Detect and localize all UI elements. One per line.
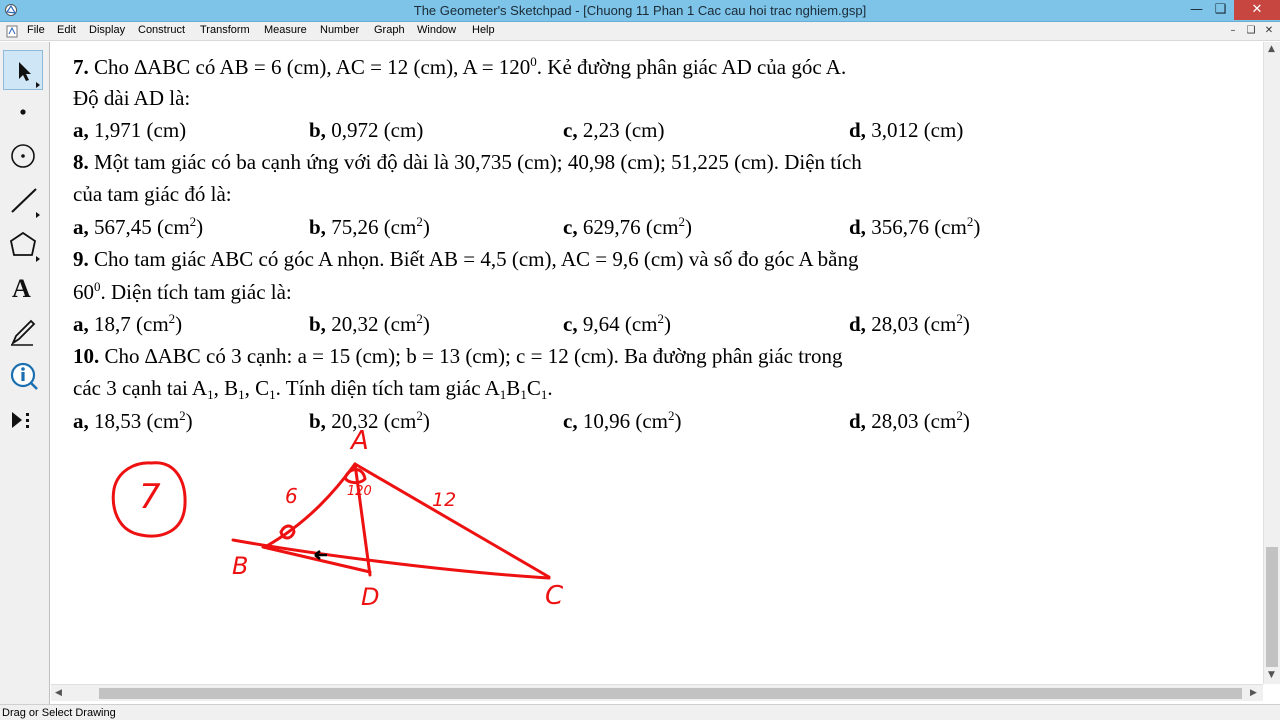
sketch-canvas[interactable] [51,42,1263,684]
q8-line2: của tam giác đó là: [73,182,232,206]
menu-graph[interactable]: Graph [374,24,405,36]
window-title: The Geometer's Sketchpad - [Chuong 11 Phan 1 Cac cau hoi trac nghiem.gsp] [413,3,867,18]
polygon-tool[interactable] [3,225,43,265]
q9-answer-b: b, 20,32 $(cm^2)$ [309,311,430,336]
menu-edit[interactable]: Edit [57,24,76,36]
menu-display[interactable]: Display [89,24,126,36]
text-tool-icon: A [12,274,31,303]
label-a: A [351,426,369,456]
scroll-right-icon[interactable]: ▶ [1250,688,1257,698]
q7-answer-d: d, 3,012 (cm) [849,118,964,142]
q9-answer-c: c, 9,64 $(cm^2)$ [563,311,671,336]
scroll-down-icon[interactable]: ▼ [1268,670,1275,680]
triangle-side-ac [355,464,549,577]
information-icon [3,356,43,396]
point-tool[interactable] [3,94,43,134]
title-bar [0,0,1280,22]
menu-file[interactable]: File [27,24,45,36]
text-tool[interactable] [3,268,43,308]
marker-icon [3,312,43,352]
toolbox [0,42,50,704]
scroll-up-icon[interactable]: ▲ [1268,44,1275,54]
q8-line1: 8. Một tam giác có ba cạnh ứng với độ dài là 30,735 (cm); 40,98 (cm); 51,225 (cm). Diện tích [73,150,862,174]
doc-minimize-button[interactable]: – [1230,25,1236,36]
q9-line1: 9. Cho tam giác ABC có góc A nhọn. Biết AB = 4,5 (cm), AC = 9,6 (cm) và số đo góc A bằng [73,247,859,271]
label-ac-length: 12 [432,489,457,511]
minimize-button[interactable]: — [1190,2,1203,17]
q10-answer-c: c, 10,96 $(cm^2)$ [563,408,682,433]
q8-answer-b: b, 75,26 $(cm^2)$ [309,214,430,239]
q7-answer-c: c, 2,23 (cm) [563,118,665,142]
horizontal-scrollbar[interactable] [51,684,1263,701]
q7-answer-b: b, 0,972 (cm) [309,118,424,142]
menu-window[interactable]: Window [417,24,457,36]
scroll-left-icon[interactable]: ◀ [55,688,62,698]
mouse-cursor [315,551,327,559]
q10-answer-a: a, 18,53 $(cm^2)$ [73,408,193,433]
angle-mark-b [281,526,294,538]
close-button[interactable]: ✕ [1234,0,1280,20]
custom-tools-icon [3,400,43,440]
straightedge-icon [3,181,43,221]
q10-answer-b: b, 20,32 $(cm^2)$ [309,408,430,433]
q9-answer-a: a, 18,7 $(cm^2)$ [73,311,183,336]
menu-measure[interactable]: Measure [264,24,307,36]
doc-close-button[interactable]: ✕ [1264,25,1274,36]
vertical-scrollbar[interactable] [1263,42,1280,684]
document-icon[interactable] [6,25,18,38]
menu-construct[interactable]: Construct [138,24,186,36]
menu-number[interactable]: Number [320,24,360,36]
doc-restore-button[interactable]: ❑ [1246,25,1256,36]
compass-icon [3,137,43,177]
q8-answer-c: c, 629,76 $(cm^2)$ [563,214,692,239]
bisector-ad [355,464,370,575]
menu-help[interactable]: Help [472,24,495,36]
vertical-scroll-thumb[interactable] [1266,547,1278,667]
triangle-side-bc [233,540,549,578]
information-tool[interactable] [3,356,43,396]
label-b: B [232,552,249,580]
compass-tool[interactable] [3,137,43,177]
horizontal-scroll-thumb[interactable] [99,688,1242,699]
status-bar [0,704,1280,720]
q7-answer-a: a, 1,971 (cm) [73,118,187,142]
q8-answer-d: d, 356,76 $(cm^2)$ [849,214,981,239]
menu-bar [0,22,1280,41]
menu-transform[interactable]: Transform [200,24,250,36]
triangle-side-ab [265,464,355,547]
custom-tools[interactable] [3,400,43,440]
q10-line2: các 3 cạnh tai $A_1$, $B_1$, $C_1$. Tính diện tích tam giác $A_1B_1C_1$. [73,376,553,402]
restore-button[interactable]: ❑ [1214,2,1227,17]
label-c: C [545,581,564,611]
label-d: D [361,583,380,611]
q10-line1: 10. Cho ∆ABC có 3 cạnh: a = 15 (cm); b = 13 (cm); c = 12 (cm). Ba đường phân giác trong [73,344,843,368]
point-icon [3,94,43,134]
straightedge-tool[interactable] [3,181,43,221]
circle-around-7 [113,463,185,536]
label-ab-length: 6 [285,484,298,508]
line-bd [263,547,370,572]
arrow-select-tool[interactable] [3,50,43,90]
marker-tool[interactable] [3,312,43,352]
status-text: Drag or Select Drawing [2,707,116,719]
q10-answer-d: d, 28,03 $(cm^2)$ [849,408,970,433]
q7-line1: 7. Cho ∆ABC có AB = 6 (cm), AC = 12 (cm), $A = 120^0$. Kẻ đường phân giác AD của góc A. [73,54,847,79]
q9-line2: $60^0$. Diện tích tam giác là: [73,279,292,304]
q9-answer-d: d, 28,03 $(cm^2)$ [849,311,970,336]
label-angle: 120 [347,484,372,499]
q8-answer-a: a, 567,45 $(cm^2)$ [73,214,204,239]
polygon-icon [3,225,43,265]
arrow-select-icon [4,51,44,91]
q7-line2: Độ dài AD là: [73,86,191,110]
handwritten-7: 7 [139,477,161,517]
angle-mark-a [345,470,365,483]
